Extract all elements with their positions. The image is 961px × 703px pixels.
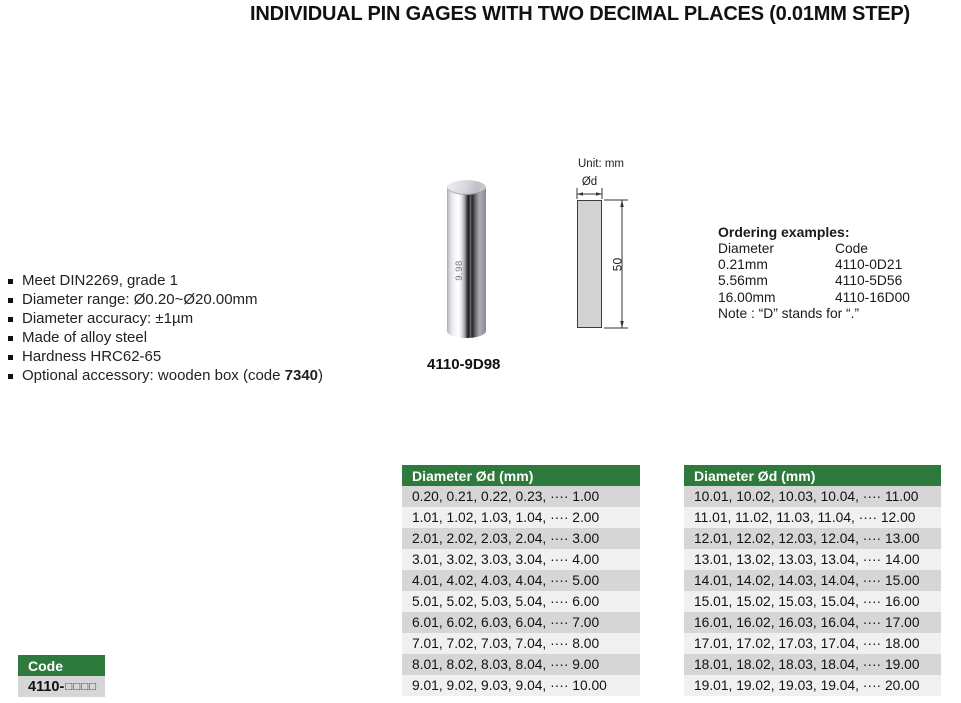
bullet-square-icon bbox=[8, 317, 13, 322]
table-row: 8.01, 8.02, 8.03, 8.04, ···· 9.00 bbox=[402, 654, 640, 675]
table-rows bbox=[402, 486, 640, 696]
feature-text: Diameter accuracy: ±1µm bbox=[22, 309, 194, 327]
pin-marking-text: 9.98 bbox=[453, 260, 465, 281]
ordering-diameter: 5.56mm bbox=[718, 273, 768, 289]
table-header: Diameter Ød (mm) bbox=[684, 465, 941, 486]
pin-body bbox=[447, 187, 486, 338]
feature-item bbox=[8, 348, 323, 367]
ordering-code: 4110-0D21 bbox=[835, 256, 903, 272]
code-placeholder-boxes: □□□□ bbox=[65, 680, 98, 693]
ordering-diameter: 0.21mm bbox=[718, 256, 768, 272]
feature-text: Optional accessory: wooden box (code 7340) bbox=[22, 366, 324, 384]
ordering-code: 4110-16D00 bbox=[835, 289, 910, 305]
ordering-heading: Ordering examples: bbox=[718, 224, 850, 240]
bullet-square-icon bbox=[8, 374, 13, 379]
page-title: INDIVIDUAL PIN GAGES WITH TWO DECIMAL PLACES (0.01MM STEP) bbox=[250, 3, 910, 25]
ordering-row bbox=[718, 273, 910, 289]
ordering-row bbox=[718, 257, 910, 273]
ordering-diameter: 16.00mm bbox=[718, 289, 776, 305]
feature-text: Made of alloy steel bbox=[22, 328, 148, 346]
pin-gage-photo bbox=[447, 180, 486, 338]
table-row: 12.01, 12.02, 12.03, 12.04, ···· 13.00 bbox=[684, 528, 941, 549]
table-rows bbox=[684, 486, 941, 696]
table-row: 18.01, 18.02, 18.03, 18.04, ···· 19.00 bbox=[684, 654, 941, 675]
feature-text: Diameter range: Ø0.20~Ø20.00mm bbox=[22, 290, 258, 308]
table-row: 13.01, 13.02, 13.03, 13.04, ···· 14.00 bbox=[684, 549, 941, 570]
ordering-code: 4110-5D56 bbox=[835, 273, 903, 289]
bullet-square-icon bbox=[8, 298, 13, 303]
table-row: 10.01, 10.02, 10.03, 10.04, ···· 11.00 bbox=[684, 486, 941, 507]
table-row: 9.01, 9.02, 9.03, 9.04, ···· 10.00 bbox=[402, 675, 640, 696]
bullet-square-icon bbox=[8, 279, 13, 284]
bullet-square-icon bbox=[8, 336, 13, 341]
dimension-lines bbox=[560, 150, 650, 350]
ordering-col-code: Code bbox=[835, 240, 868, 256]
table-header: Diameter Ød (mm) bbox=[402, 465, 640, 486]
feature-item bbox=[8, 272, 323, 291]
ordering-col-diameter: Diameter bbox=[718, 240, 774, 256]
pin-top-face bbox=[447, 180, 486, 195]
table-row: 0.20, 0.21, 0.22, 0.23, ···· 1.00 bbox=[402, 486, 640, 507]
diameter-table-1 bbox=[402, 465, 640, 696]
ordering-examples bbox=[718, 224, 910, 323]
diameter-table-2 bbox=[684, 465, 941, 696]
table-row: 16.01, 16.02, 16.03, 16.04, ···· 17.00 bbox=[684, 612, 941, 633]
diameter-dimension-label: Ød bbox=[581, 176, 598, 188]
table-row: 15.01, 15.02, 15.03, 15.04, ···· 16.00 bbox=[684, 591, 941, 612]
feature-item bbox=[8, 291, 323, 310]
ordering-note: Note : “D” stands for “.” bbox=[718, 306, 860, 322]
table-row: 3.01, 3.02, 3.03, 3.04, ···· 4.00 bbox=[402, 549, 640, 570]
table-row: 11.01, 11.02, 11.03, 11.04, ···· 12.00 bbox=[684, 507, 941, 528]
feature-text: Hardness HRC62-65 bbox=[22, 347, 162, 365]
code-box-value bbox=[18, 676, 105, 697]
code-prefix: 4110- bbox=[28, 678, 65, 695]
unit-label: Unit: mm bbox=[578, 158, 624, 170]
table-row: 4.01, 4.02, 4.03, 4.04, ···· 5.00 bbox=[402, 570, 640, 591]
table-row: 14.01, 14.02, 14.03, 14.04, ···· 15.00 bbox=[684, 570, 941, 591]
ordering-column-headers bbox=[718, 241, 910, 257]
table-row: 19.01, 19.02, 19.03, 19.04, ···· 20.00 bbox=[684, 675, 941, 696]
product-code-label: 4110-9D98 bbox=[427, 356, 501, 373]
ordering-row bbox=[718, 290, 910, 306]
table-row: 17.01, 17.02, 17.03, 17.04, ···· 18.00 bbox=[684, 633, 941, 654]
code-box-header: Code bbox=[18, 655, 105, 676]
feature-item bbox=[8, 367, 323, 386]
feature-item bbox=[8, 310, 323, 329]
table-row: 5.01, 5.02, 5.03, 5.04, ···· 6.00 bbox=[402, 591, 640, 612]
table-row: 2.01, 2.02, 2.03, 2.04, ···· 3.00 bbox=[402, 528, 640, 549]
length-dimension-label: 50 bbox=[610, 257, 625, 272]
table-row: 7.01, 7.02, 7.03, 7.04, ···· 8.00 bbox=[402, 633, 640, 654]
feature-item bbox=[8, 329, 323, 348]
code-box bbox=[18, 655, 105, 697]
bullet-square-icon bbox=[8, 355, 13, 360]
table-row: 6.01, 6.02, 6.03, 6.04, ···· 7.00 bbox=[402, 612, 640, 633]
feature-list bbox=[8, 272, 323, 385]
feature-text: Meet DIN2269, grade 1 bbox=[22, 272, 178, 289]
table-row: 1.01, 1.02, 1.03, 1.04, ···· 2.00 bbox=[402, 507, 640, 528]
ordering-rows bbox=[718, 257, 910, 306]
